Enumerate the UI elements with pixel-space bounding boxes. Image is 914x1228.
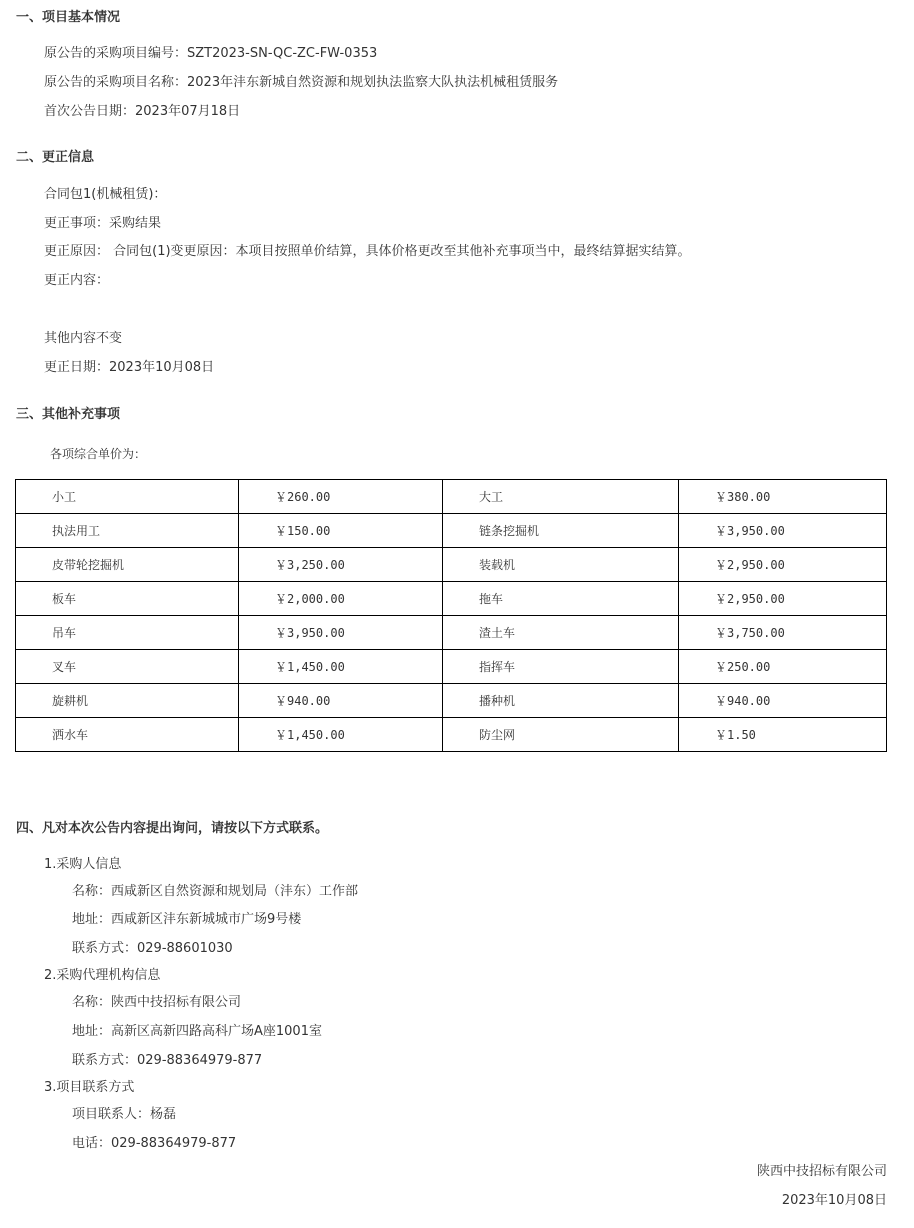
- unit-price-note: 各项综合单价为：: [50, 447, 147, 461]
- item-price: ￥940.00: [679, 684, 887, 718]
- other-unchanged: 其他内容不变: [44, 331, 123, 346]
- item-price: ￥3,950.00: [679, 514, 887, 548]
- item-name: 旋耕机: [16, 684, 239, 718]
- buyer-contact: 联系方式：029-88601030: [72, 941, 233, 956]
- table-row: [16, 514, 887, 548]
- item-price: ￥260.00: [239, 480, 443, 514]
- item-price: ￥150.00: [239, 514, 443, 548]
- original-project-number: 原公告的采购项目编号：SZT2023-SN-QC-ZC-FW-0353: [44, 46, 378, 61]
- correction-content: 更正内容：: [44, 273, 110, 288]
- table-row: [16, 616, 887, 650]
- table-row: [16, 718, 887, 752]
- item-name: 拖车: [443, 582, 679, 616]
- item-price: ￥3,950.00: [239, 616, 443, 650]
- buyer-heading: 1.采购人信息: [44, 857, 122, 872]
- agency-name: 名称：陕西中技招标有限公司: [72, 995, 242, 1010]
- item-price: ￥1,450.00: [239, 718, 443, 752]
- item-name: 洒水车: [16, 718, 239, 752]
- correction-item: 更正事项：采购结果: [44, 216, 162, 231]
- item-name: 大工: [443, 480, 679, 514]
- item-price: ￥2,000.00: [239, 582, 443, 616]
- item-name: 指挥车: [443, 650, 679, 684]
- table-row: [16, 582, 887, 616]
- agency-heading: 2.采购代理机构信息: [44, 968, 161, 983]
- buyer-address: 地址：西咸新区沣东新城城市广场9号楼: [72, 912, 302, 927]
- table-row: [16, 480, 887, 514]
- item-price: ￥1.50: [679, 718, 887, 752]
- footer-date: 2023年10月08日: [781, 1193, 887, 1208]
- item-name: 播种机: [443, 684, 679, 718]
- item-price: ￥1,450.00: [239, 650, 443, 684]
- item-price: ￥2,950.00: [679, 548, 887, 582]
- agency-address: 地址：高新区高新四路高科广场A座1001室: [72, 1024, 322, 1039]
- section-4-title: 四、凡对本次公告内容提出询问，请按以下方式联系。: [16, 821, 329, 836]
- table-row: [16, 684, 887, 718]
- first-announcement-date: 首次公告日期：2023年07月18日: [44, 104, 241, 119]
- item-price: ￥250.00: [679, 650, 887, 684]
- table-row: [16, 548, 887, 582]
- item-price: ￥2,950.00: [679, 582, 887, 616]
- project-contact-heading: 3.项目联系方式: [44, 1080, 135, 1095]
- item-name: 叉车: [16, 650, 239, 684]
- section-3-title: 三、其他补充事项: [16, 407, 121, 422]
- item-name: 防尘网: [443, 718, 679, 752]
- item-price: ￥3,250.00: [239, 548, 443, 582]
- section-2-title: 二、更正信息: [16, 150, 95, 165]
- item-name: 吊车: [16, 616, 239, 650]
- item-name: 小工: [16, 480, 239, 514]
- correction-date: 更正日期：2023年10月08日: [44, 360, 215, 375]
- buyer-name: 名称：西咸新区自然资源和规划局（沣东）工作部: [72, 884, 359, 899]
- item-name: 渣土车: [443, 616, 679, 650]
- project-contact-person: 项目联系人：杨磊: [72, 1107, 177, 1122]
- item-name: 板车: [16, 582, 239, 616]
- item-name: 装载机: [443, 548, 679, 582]
- contract-package: 合同包1(机械租赁)：: [44, 187, 167, 202]
- original-project-name: 原公告的采购项目名称：2023年沣东新城自然资源和规划执法监察大队执法机械租赁服务: [44, 75, 559, 90]
- item-name: 执法用工: [16, 514, 239, 548]
- correction-reason: 更正原因： 合同包(1)变更原因：本项目按照单价结算，具体价格更改至其他补充事项当中，最终结算据实结算。: [44, 244, 691, 259]
- agency-contact: 联系方式：029-88364979-877: [72, 1053, 263, 1068]
- section-1-title: 一、项目基本情况: [16, 10, 121, 25]
- item-price: ￥380.00: [679, 480, 887, 514]
- item-name: 链条挖掘机: [443, 514, 679, 548]
- item-price: ￥3,750.00: [679, 616, 887, 650]
- item-price: ￥940.00: [239, 684, 443, 718]
- project-contact-phone: 电话：029-88364979-877: [72, 1136, 237, 1151]
- item-name: 皮带轮挖掘机: [16, 548, 239, 582]
- table-row: [16, 650, 887, 684]
- unit-price-table: [15, 479, 887, 752]
- footer-company: 陕西中技招标有限公司: [756, 1164, 887, 1179]
